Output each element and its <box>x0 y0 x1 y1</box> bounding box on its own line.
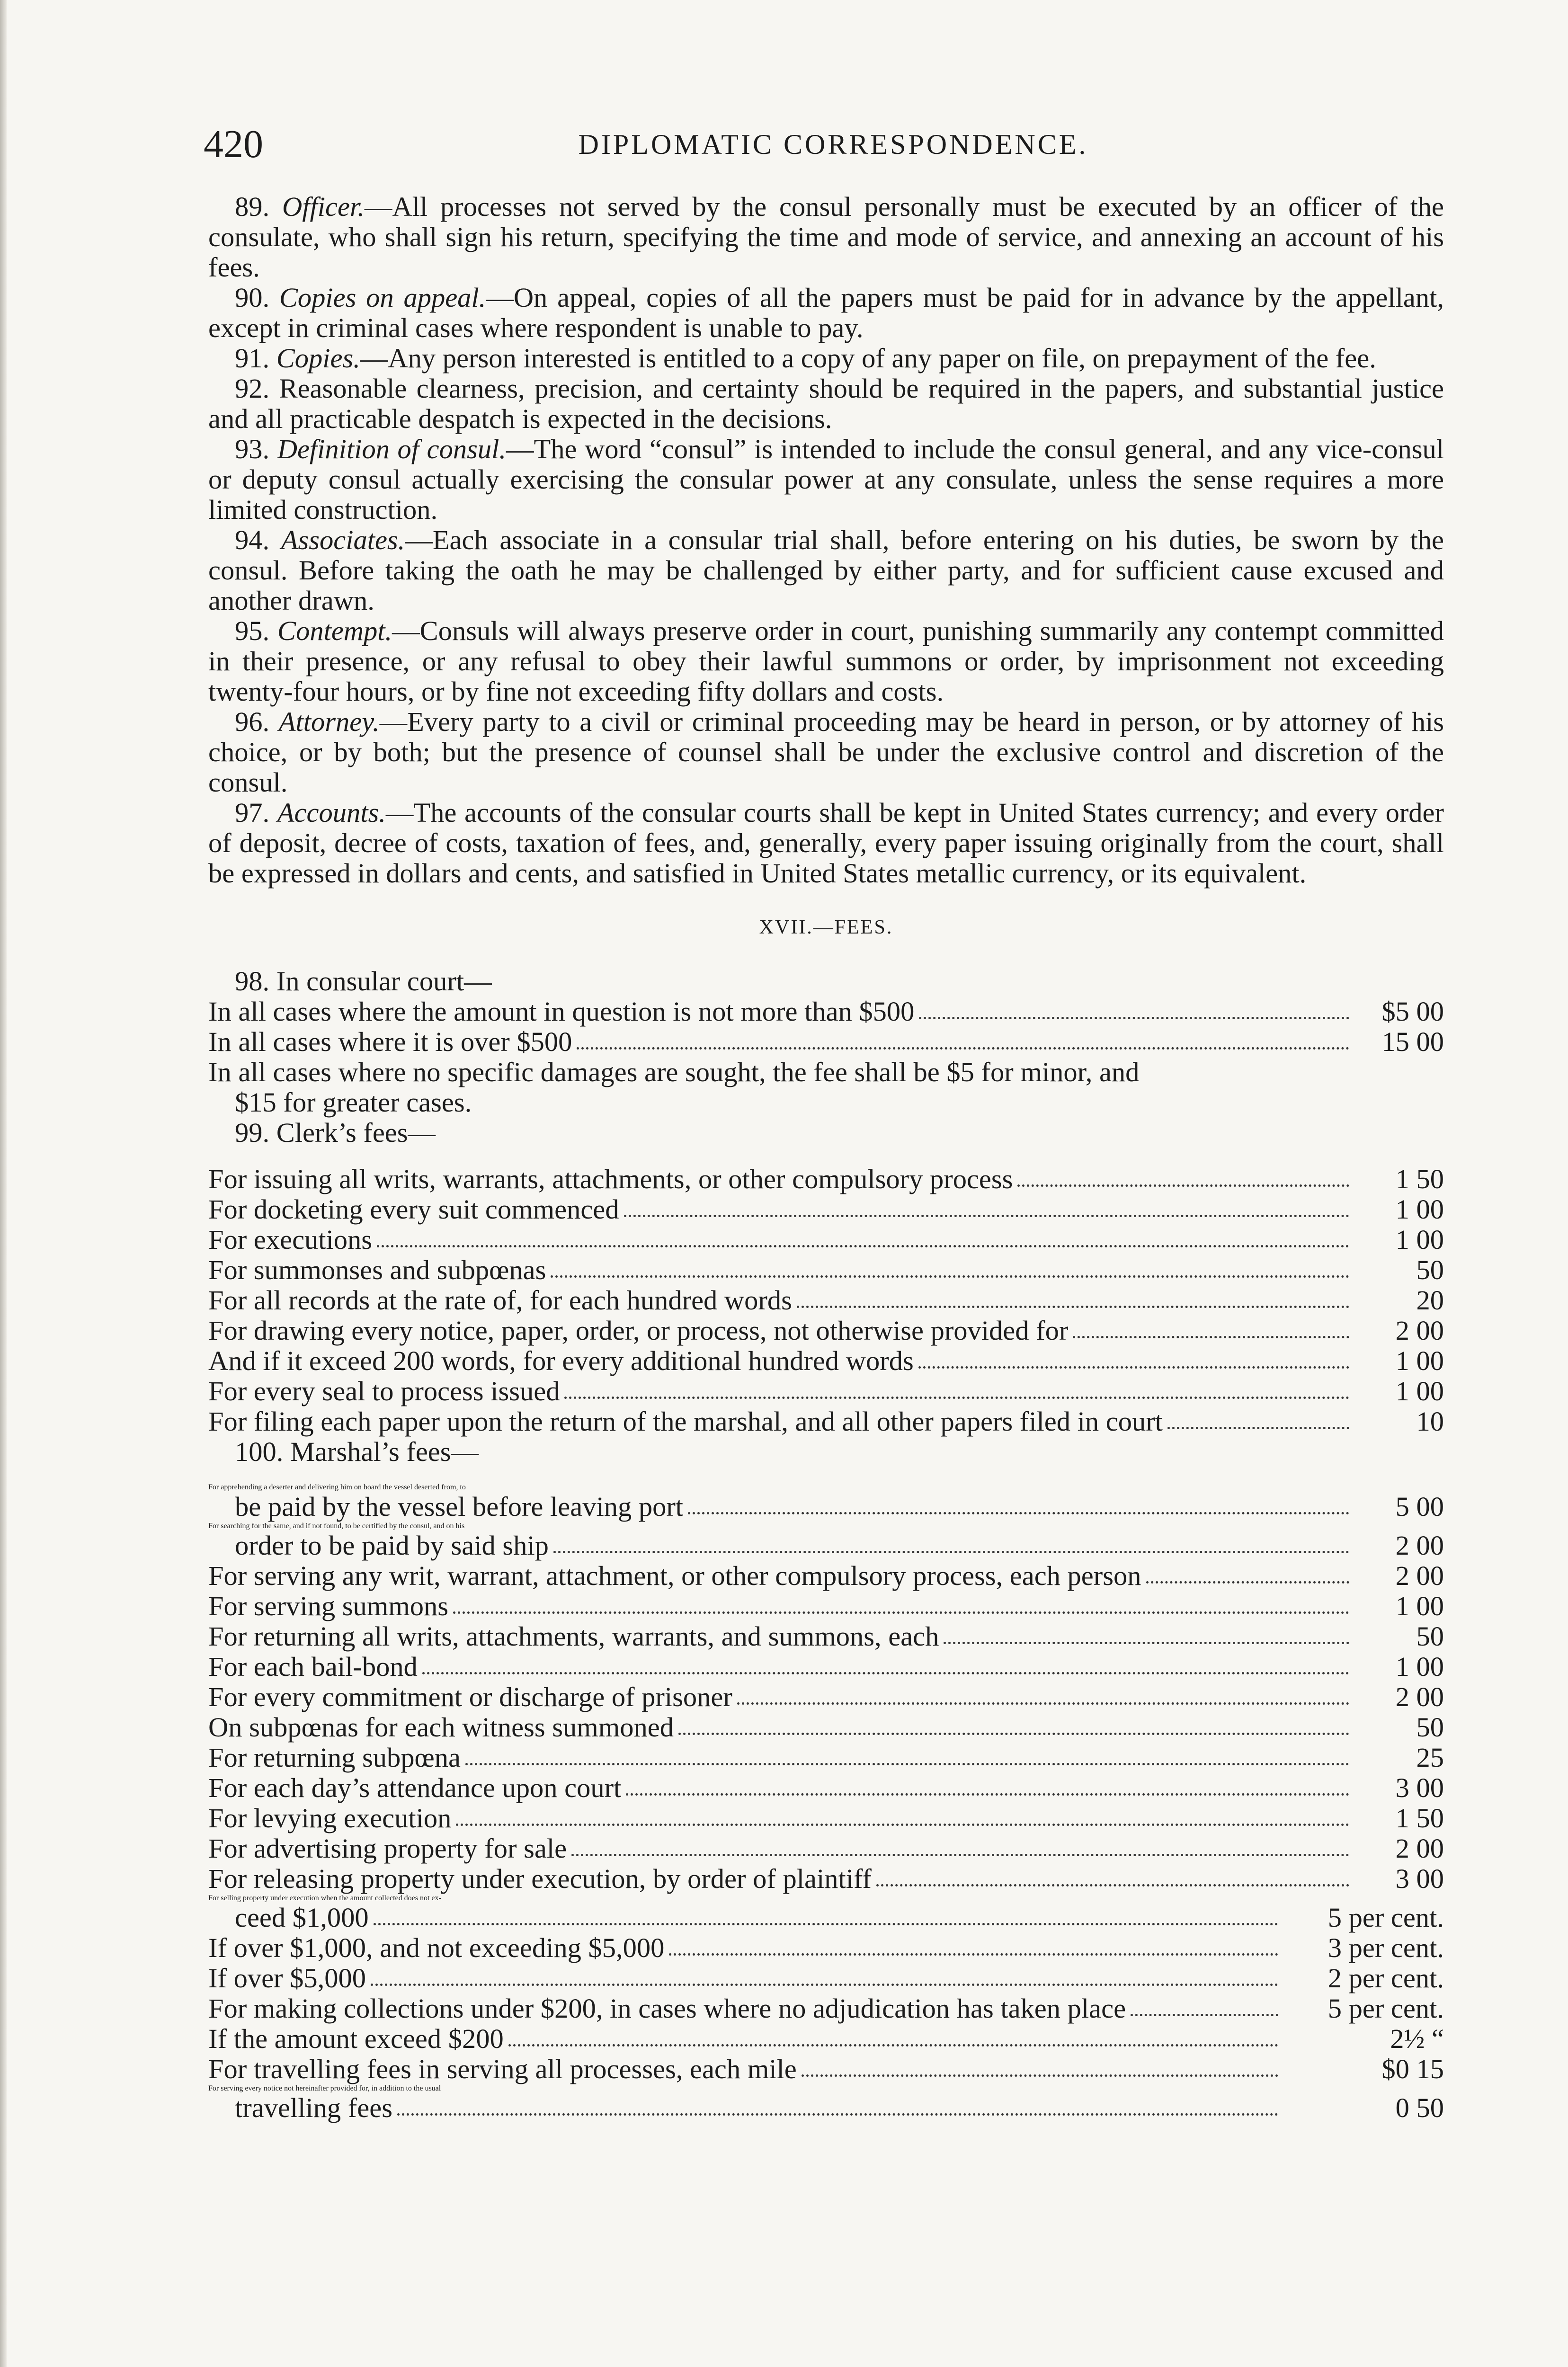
rule-text: —Every party to a civil or criminal proceeding may be heard in person, or by attorney of his choice, or by both; but the presence of counsel shall be under the exclusive control and discretion of the consul. <box>208 706 1444 798</box>
dot-leader <box>571 1854 1349 1856</box>
fee-label: For each day’s attendance upon court <box>208 1772 622 1803</box>
fee-row <box>208 1712 1444 1743</box>
rule-title: Officer. <box>282 191 365 222</box>
fee-label-group <box>208 1773 1354 1803</box>
fee-label: For docketing every suit commenced <box>208 1194 619 1225</box>
dot-leader <box>371 1984 1278 1986</box>
dot-leader <box>564 1397 1349 1399</box>
fee-row-wrapped <box>208 2084 1444 2123</box>
fee-amount: 3 00 <box>1395 1772 1444 1803</box>
fee-label-group <box>208 2024 1283 2054</box>
rule-number: 92. <box>235 373 279 404</box>
dot-leader <box>1167 1427 1349 1429</box>
rule-text: —Each associate in a consular trial shall, before entering on his duties, be sworn by the consul. Before taking the oath he may be challenged by either party, and for sufficient cause excused and another drawn. <box>208 525 1444 616</box>
section-heading: XVII.—FEES. <box>759 917 893 938</box>
fee-row-wrapped <box>208 1894 1444 1933</box>
fee-row <box>208 1376 1444 1406</box>
fee-row <box>208 1803 1444 1833</box>
fee-label-group <box>208 1255 1354 1285</box>
dot-leader <box>456 1824 1349 1826</box>
rule-text: Reasonable clearness, precision, and certainty should be required in the papers, and substantial justice and all practicable despatch is expected in the decisions. <box>208 373 1444 434</box>
fee-amount: $5 00 <box>1381 996 1444 1027</box>
fee-row <box>208 1561 1444 1591</box>
rule-number: 89. <box>235 191 283 222</box>
rule-paragraph <box>208 192 1444 283</box>
rule-paragraph <box>208 283 1444 343</box>
fee-row-wrapped <box>208 1522 1444 1561</box>
rule-number: 93. <box>235 434 277 464</box>
rule-title: Definition of consul. <box>277 434 506 464</box>
fee-amount: 10 <box>1416 1406 1444 1437</box>
rule-number: 96. <box>235 706 279 737</box>
dot-leader <box>669 1953 1278 1956</box>
dot-leader <box>688 1512 1349 1514</box>
fee-row <box>208 1833 1444 1864</box>
fee-label: For returning subpœna <box>208 1742 461 1773</box>
running-title: DIPLOMATIC CORRESPONDENCE. <box>578 129 1088 160</box>
page-body <box>208 192 1444 2123</box>
fee-label-group <box>208 1712 1354 1743</box>
fee-amount: 2 00 <box>1395 1833 1444 1864</box>
fee-amount: 1 00 <box>1395 1651 1444 1682</box>
fee-label: For summonses and subpœnas <box>208 1255 546 1285</box>
fee-label: For serving any writ, warrant, attachment, or other compulsory process, each person <box>208 1560 1141 1591</box>
dot-leader <box>377 1245 1349 1247</box>
dot-leader <box>797 1306 1349 1308</box>
fee-label-cont: travelling fees <box>235 2092 392 2123</box>
fee-label: And if it exceed 200 words, for every additional hundred words <box>208 1345 914 1376</box>
fee-label: In all cases where it is over $500 <box>208 1026 572 1057</box>
fee-row <box>208 1255 1444 1285</box>
fee-label-group <box>235 1492 1354 1522</box>
fee-row <box>208 1864 1444 1894</box>
rule-text: —On appeal, copies of all the papers must be paid for in advance by the appellant, except in criminal cases where respondent is unable to pay. <box>208 282 1444 343</box>
dot-leader <box>1073 1336 1349 1338</box>
clerk-fees-heading: 99. Clerk’s fees— <box>235 1117 436 1148</box>
fee-amount: 1 00 <box>1395 1224 1444 1255</box>
fee-label-group <box>208 1316 1354 1346</box>
fee-row-continuation <box>208 1492 1444 1522</box>
rules-paragraphs <box>208 192 1444 889</box>
fee-label-group <box>208 1225 1354 1255</box>
fee-amount: 1 00 <box>1395 1345 1444 1376</box>
fee-amount: 1 00 <box>1395 1376 1444 1406</box>
fee-row <box>208 997 1444 1027</box>
fee-amount: 50 <box>1416 1255 1444 1285</box>
dot-leader <box>422 1672 1349 1674</box>
rule-text: —All processes not served by the consul personally must be executed by an officer of the consulate, who shall sign his return, specifying the time and mode of service, and annexing an account of his fees. <box>208 191 1444 283</box>
rule-text: —The accounts of the consular courts shall be kept in United States currency; and every order of deposit, decree of costs, taxation of fees, and, generally, every paper issuing originally from the court, shall be expressed in dollars and cents, and satisfied in United States metallic currency, or its equivalent. <box>208 797 1444 889</box>
dot-leader <box>918 1366 1349 1369</box>
rule-title: Copies. <box>276 343 360 374</box>
fee-label: In all cases where the amount in question is not more than $500 <box>208 996 915 1027</box>
fee-row <box>208 1682 1444 1712</box>
marshal-fees-heading: 100. Marshal’s fees— <box>235 1436 479 1467</box>
fee-label: For all records at the rate of, for each hundred words <box>208 1285 792 1316</box>
marshal-fees <box>208 1483 1444 2123</box>
fee-label-group <box>235 2093 1283 2123</box>
fee-label-group <box>208 1864 1354 1894</box>
dot-leader <box>374 1923 1278 1925</box>
dot-leader <box>802 2074 1278 2077</box>
fee-row <box>208 1621 1444 1652</box>
fee-label-group <box>208 1652 1354 1682</box>
rule-title: Contempt. <box>277 615 392 646</box>
fee-label: For each bail-bond <box>208 1651 418 1682</box>
fee-label: If over $1,000, and not exceeding $5,000 <box>208 1932 665 1963</box>
fee-row <box>208 1743 1444 1773</box>
fee-label-group <box>208 1561 1354 1591</box>
fee-label: For making collections under $200, in cases where no adjudication has taken place <box>208 1993 1126 2024</box>
fee-label-group <box>208 997 1354 1027</box>
fee-label: For releasing property under execution, by order of plaintiff <box>208 1863 872 1894</box>
fee-row <box>208 1773 1444 1803</box>
binding-edge <box>0 0 7 2367</box>
fee-amount: 2 00 <box>1395 1682 1444 1712</box>
fee-label-group <box>208 1621 1354 1652</box>
fee-label-group <box>208 1406 1354 1437</box>
fee-label-group <box>208 1164 1354 1194</box>
rule-title: Associates. <box>281 525 405 555</box>
dot-leader <box>465 1763 1349 1765</box>
fee-label: For travelling fees in serving all processes, each mile <box>208 2054 797 2084</box>
fee-row <box>208 1285 1444 1316</box>
rule-paragraph <box>208 374 1444 434</box>
dot-leader <box>1146 1581 1349 1584</box>
dot-leader <box>551 1275 1349 1278</box>
fee-row <box>208 1027 1444 1057</box>
consular-court-fees <box>208 997 1444 1057</box>
fee-row-continuation <box>208 1531 1444 1561</box>
fee-label: For levying execution <box>208 1803 452 1833</box>
dot-leader <box>577 1047 1349 1050</box>
rule-text: —Consuls will always preserve order in court, punishing summarily any contempt committed in their presence, or any refusal to obey their lawful summons or order, by imprisonment not exceeding twenty-four hours, or by fine not exceeding fifty dollars and costs. <box>208 615 1444 707</box>
fee-label: For executions <box>208 1224 373 1255</box>
consular-court-heading: 98. In consular court— <box>235 966 492 997</box>
fee-row <box>208 1225 1444 1255</box>
fee-amount: 3 per cent. <box>1327 1932 1444 1963</box>
fee-amount: 2 per cent. <box>1327 1963 1444 1993</box>
rule-number: 95. <box>235 615 278 646</box>
fee-label: For advertising property for sale <box>208 1833 567 1864</box>
fee-label-group <box>208 1743 1354 1773</box>
fee-amount: 0 50 <box>1395 2092 1444 2123</box>
rule-paragraph <box>208 707 1444 798</box>
fee-amount: 2 00 <box>1395 1530 1444 1561</box>
fee-row <box>208 1346 1444 1376</box>
fee-row <box>208 1194 1444 1225</box>
rule-number: 94. <box>235 525 281 555</box>
fee-label: If the amount exceed $200 <box>208 2023 504 2054</box>
page-header <box>204 118 1463 170</box>
fee-label-cont: order to be paid by said ship <box>235 1530 549 1561</box>
fee-label-group <box>235 1903 1283 1933</box>
fee-label: For every seal to process issued <box>208 1376 560 1406</box>
fee-amount: $0 15 <box>1381 2054 1444 2084</box>
rule-number: 97. <box>235 797 277 828</box>
fee-amount: 1 00 <box>1395 1194 1444 1225</box>
dot-leader <box>876 1884 1349 1886</box>
dot-leader <box>508 2044 1278 2047</box>
note-line-1: In all cases where no specific damages are sought, the fee shall be $5 for minor, and <box>208 1057 1140 1087</box>
fee-label-group <box>208 1346 1354 1376</box>
fee-amount: 1 00 <box>1395 1591 1444 1621</box>
rule-text: —The word “consul” is intended to include the consul general, and any vice-consul or deputy consul actually exercising the consular power at any consulate, unless the sense requires a more limited construction. <box>208 434 1444 525</box>
rule-title: Accounts. <box>277 797 386 828</box>
fee-label-group <box>208 1682 1354 1712</box>
fee-label-cont: ceed $1,000 <box>235 1902 369 1933</box>
fee-row <box>208 1933 1444 1963</box>
fee-row <box>208 2054 1444 2084</box>
rule-number: 91. <box>235 343 276 374</box>
fee-row <box>208 1406 1444 1437</box>
fee-row-continuation <box>208 2093 1444 2123</box>
fee-amount: 1 50 <box>1395 1164 1444 1194</box>
fee-label: For issuing all writs, warrants, attachments, or other compulsory process <box>208 1164 1013 1194</box>
dot-leader <box>944 1642 1349 1644</box>
fee-label-group <box>208 1803 1354 1833</box>
fee-row <box>208 1164 1444 1194</box>
fee-label-group <box>208 1993 1283 2024</box>
rule-text: —Any person interested is entitled to a copy of any paper on file, on prepayment of the fee. <box>360 343 1376 374</box>
rule-title: Copies on appeal. <box>279 282 486 313</box>
fee-amount: 2½ “ <box>1390 2023 1444 2054</box>
fee-row-wrapped <box>208 1483 1444 1522</box>
fee-row-continuation <box>208 1903 1444 1933</box>
rule-paragraph <box>208 798 1444 889</box>
fee-amount: 1 50 <box>1395 1803 1444 1833</box>
fee-label: For filing each paper upon the return of the marshal, and all other papers filed in court <box>208 1406 1163 1437</box>
fee-label-group <box>235 1531 1354 1561</box>
note-line-2: $15 for greater cases. <box>235 1087 472 1118</box>
dot-leader <box>626 1793 1349 1796</box>
fee-amount: 3 00 <box>1395 1863 1444 1894</box>
clerk-fees <box>208 1164 1444 1437</box>
fee-label-group <box>208 1833 1354 1864</box>
fee-amount: 5 00 <box>1395 1491 1444 1522</box>
dot-leader <box>553 1551 1349 1553</box>
fee-label: For returning all writs, attachments, warrants, and summons, each <box>208 1621 939 1652</box>
fee-label: If over $5,000 <box>208 1963 366 1993</box>
fee-label-group <box>208 1285 1354 1316</box>
fee-label-group <box>208 1933 1283 1963</box>
fee-amount: 25 <box>1416 1742 1444 1773</box>
dot-leader <box>453 1611 1349 1614</box>
fee-row <box>208 1993 1444 2024</box>
fee-row <box>208 2024 1444 2054</box>
fee-row <box>208 1591 1444 1621</box>
fee-amount: 2 00 <box>1395 1315 1444 1346</box>
page-number: 420 <box>204 122 263 166</box>
fee-label: For searching for the same, and if not found, to be certified by the consul, and on his <box>208 1522 465 1530</box>
fee-amount: 5 per cent. <box>1327 1902 1444 1933</box>
rule-paragraph <box>208 343 1444 374</box>
fee-amount: 2 00 <box>1395 1560 1444 1591</box>
dot-leader <box>737 1702 1349 1705</box>
rule-title: Attorney. <box>278 706 380 737</box>
dot-leader <box>1131 2014 1278 2016</box>
fee-label: For drawing every notice, paper, order, or process, not otherwise provided for <box>208 1315 1069 1346</box>
rule-paragraph <box>208 616 1444 707</box>
rule-paragraph <box>208 525 1444 616</box>
fee-label-group <box>208 1027 1354 1057</box>
fee-row <box>208 1652 1444 1682</box>
dot-leader <box>397 2113 1278 2116</box>
rule-paragraph <box>208 434 1444 525</box>
rule-number: 90. <box>235 282 279 313</box>
fee-amount: 50 <box>1416 1621 1444 1652</box>
fee-label: For selling property under execution when the amount collected does not ex- <box>208 1894 441 1902</box>
fee-label-group <box>208 1963 1283 1993</box>
dot-leader <box>919 1017 1349 1019</box>
fee-label: For every commitment or discharge of prisoner <box>208 1682 732 1712</box>
fee-label: For serving summons <box>208 1591 449 1621</box>
fee-amount: 20 <box>1416 1285 1444 1316</box>
dot-leader <box>1017 1184 1349 1187</box>
fee-amount: 5 per cent. <box>1327 1993 1444 2024</box>
fee-label: For apprehending a deserter and delivering him on board the vessel deserted from, to <box>208 1483 466 1491</box>
fee-amount: 50 <box>1416 1712 1444 1743</box>
consular-court-note <box>208 1057 1444 1118</box>
fee-row <box>208 1316 1444 1346</box>
fee-amount: 15 00 <box>1381 1026 1444 1057</box>
fee-label-group <box>208 1591 1354 1621</box>
fee-label-cont: be paid by the vessel before leaving port <box>235 1491 684 1522</box>
fee-label-group <box>208 1194 1354 1225</box>
fee-row <box>208 1963 1444 1993</box>
fee-label-group <box>208 1376 1354 1406</box>
dot-leader <box>678 1733 1349 1735</box>
fee-label-group <box>208 2054 1283 2084</box>
dot-leader <box>624 1215 1349 1217</box>
fee-label: On subpœnas for each witness summoned <box>208 1712 674 1743</box>
fee-label: For serving every notice not hereinafter provided for, in addition to the usual <box>208 2084 441 2092</box>
